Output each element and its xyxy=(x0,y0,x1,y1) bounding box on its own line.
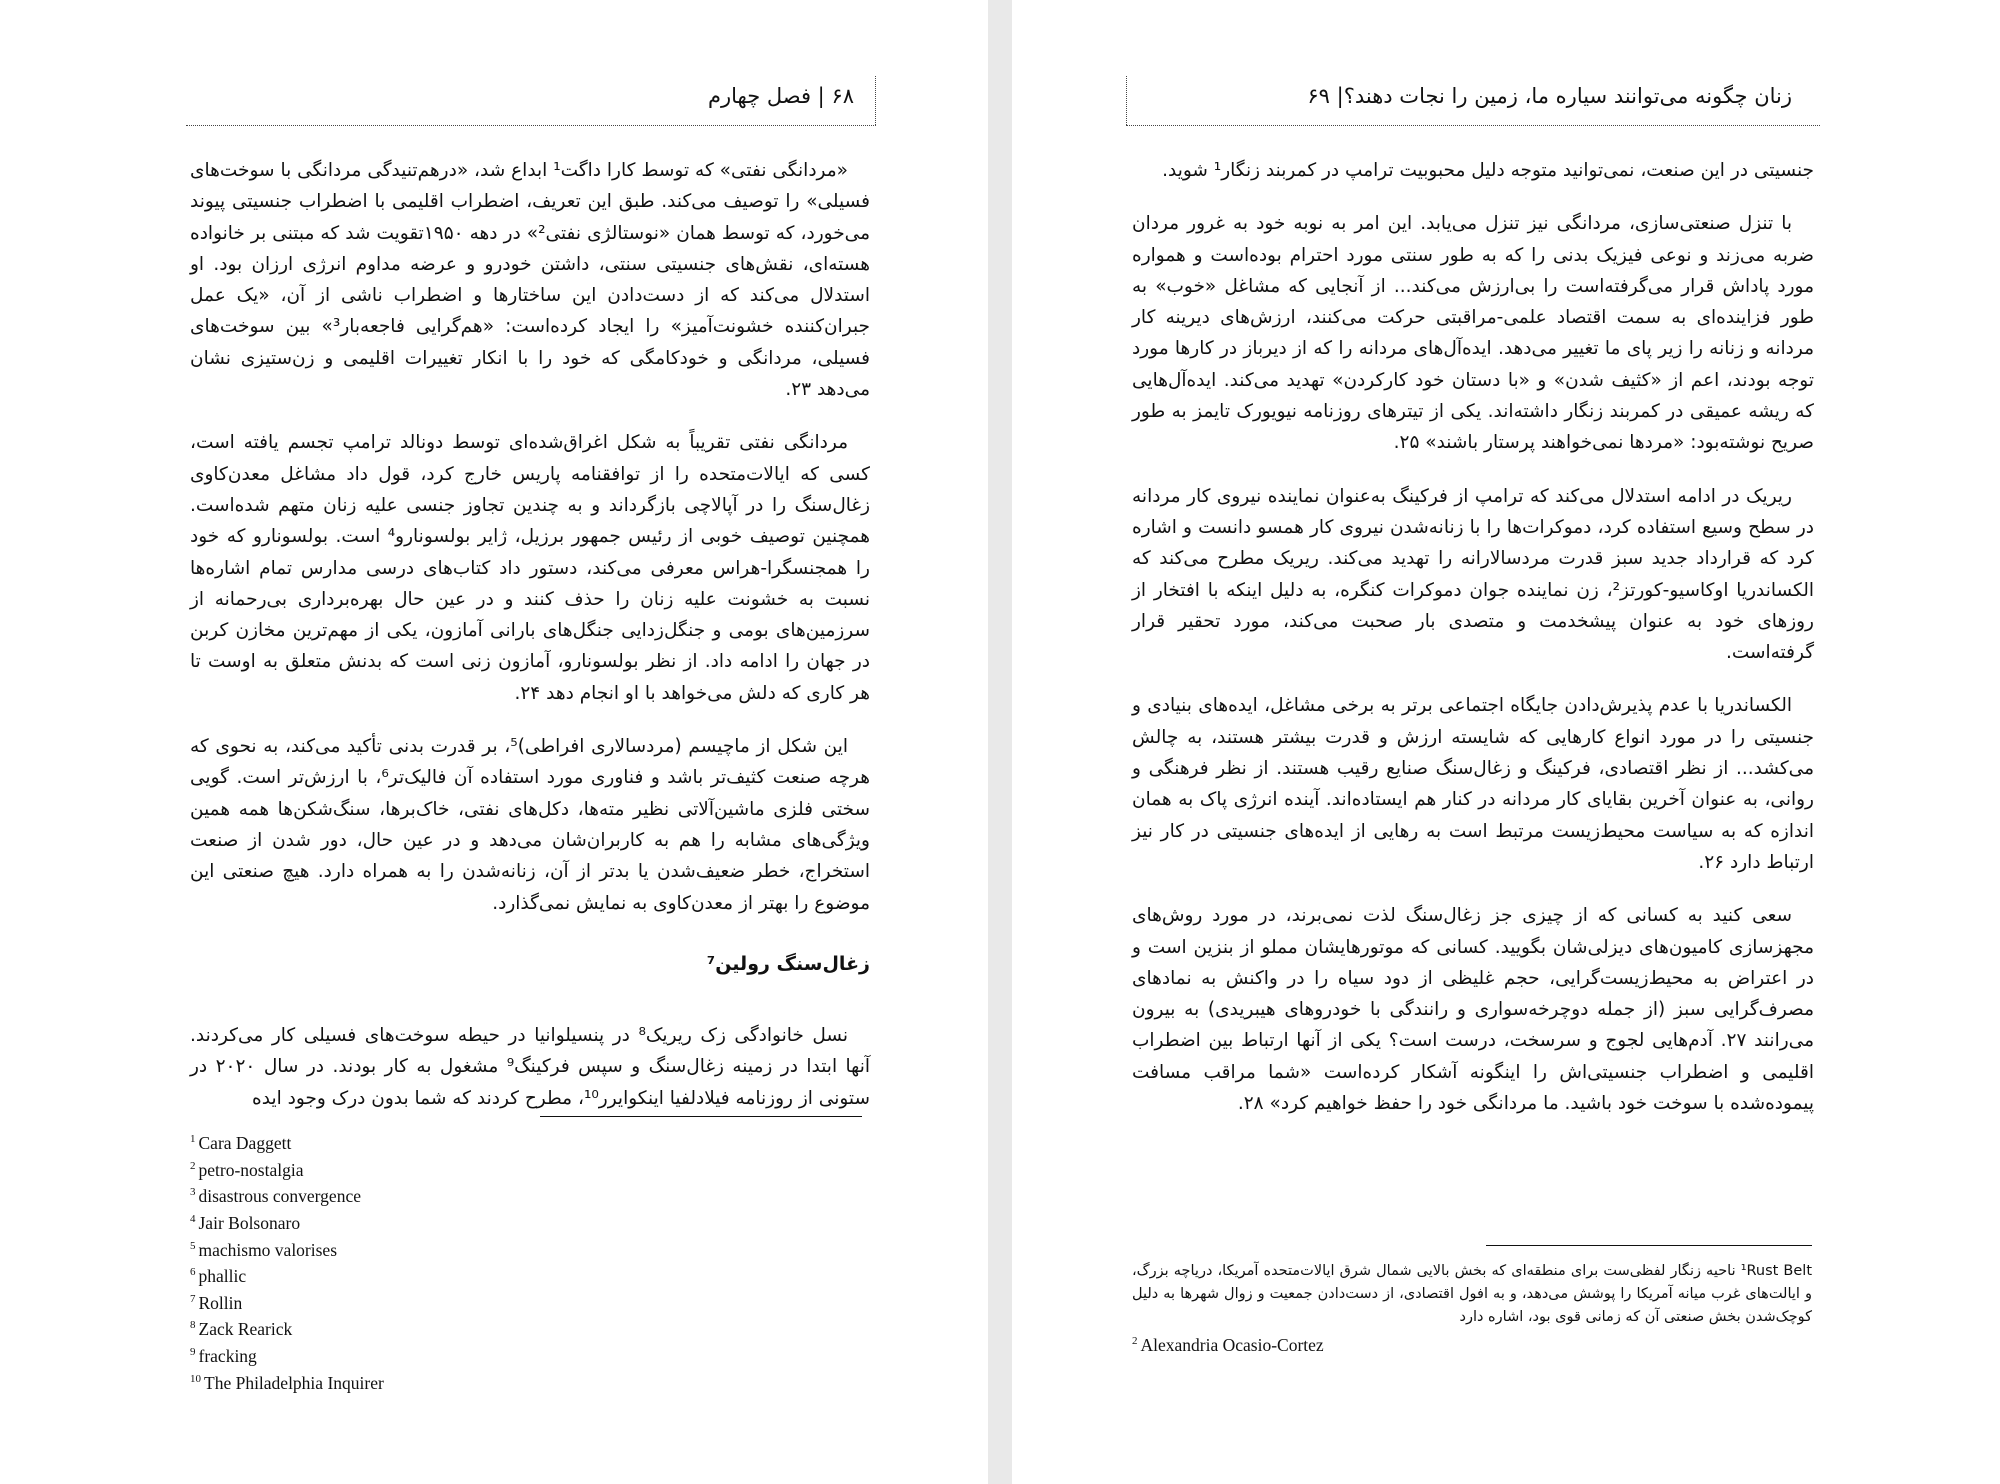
right-footnotes xyxy=(1132,1260,1812,1357)
header-divider xyxy=(875,76,876,125)
footnote-rule xyxy=(1486,1245,1812,1246)
paragraph: «مردانگی نفتی» که توسط کارا داگت¹ ابداع شد، «درهم‌تنیدگی مردانگی با سوخت‌های فسیلی» را توصیف می‌کند. طبق این تعریف، اضطراب اقلیمی با اضطراب جنسیتی پیوند می‌خورد، که توسط همان «نوستالژی نفتی²» در دهه ۱۹۵۰تقویت شد که مبتنی بر خانواده هسته‌ای، نقش‌های جنسیتی سنتی، داشتن خودرو و عرضه مداوم انرژی ارزان بود. او استدلال می‌کند که از دست‌دادن این ساختارها و اضطراب ناشی از آن، «یک عمل جبران‌کننده خشونت‌آمیز» را ایجاد کرده‌است: «هم‌گرایی فاجعه‌بار³» بین سوخت‌های فسیلی، مردانگی و خودکامگی که خود را با انکار تغییرات اقلیمی و زن‌ستیزی نشان می‌دهد ۲۳. xyxy=(190,160,870,401)
left-page-header-text: ۶۸ | فصل چهارم xyxy=(707,84,854,108)
paragraph: سعی کنید به کسانی که از چیزی جز زغال‌سنگ لذت نمی‌برند، در مورد روش‌های مجهزسازی کامیون‌های دیزلی‌شان بگویید. کسانی که موتورهایشان مملو از بنزین است و در اعتراض به محیط‌زیست‌گرایی، حجم غلیظی از دود سیاه را در واکنش به نمادهای مصرف‌گرایی سبز (از جمله دوچرخه‌سواری و رانندگی با خودروهای هیبریدی) به بیرون می‌رانند ۲۷. آدم‌هایی لجوج و سرسخت، درست است؟ یکی از آنها ارتباط بین اضطراب اقلیمی و اضطراب جنسیتی‌اش را اینگونه آشکار کرده‌است «شما مراقب مسافت پیموده‌شده با سوخت خود باشید. ما مردانگی خود را حفظ خواهیم کرد» ۲۸. xyxy=(1132,905,1814,1115)
section-heading: زغال‌سنگ رولین⁷ xyxy=(706,952,870,975)
left-page xyxy=(0,0,988,1484)
footnote: $^3$ disastrous convergence xyxy=(190,1186,361,1207)
footnote: $^9$ fracking xyxy=(190,1345,257,1366)
footnote: $^8$ Zack Rearick xyxy=(190,1319,293,1340)
right-page-header xyxy=(1126,70,1820,126)
header-divider xyxy=(1126,76,1127,125)
left-footnotes xyxy=(190,1128,384,1394)
paragraph: با تنزل صنعتی‌سازی، مردانگی نیز تنزل می‌یابد. این امر به نوبه خود به غرور مردان ضربه می‌زند و نوعی فیزیک بدنی را که به طور سنتی مورد احترام بوده‌است و همواره مورد پاداش قرار می‌گرفته‌است را بی‌ارزش می‌کند... از آنجایی که مشاغل «خوب» به طور فزاینده‌ای به سمت اقتصاد علمی-مراقبتی حرکت می‌کنند، ارزش‌های دیرینه کار مردانه و زنانه را زیر پای ما تغییر می‌دهد. ایده‌آل‌های مردانه را که از دیرباز در کارها مورد توجه بودند، اعم از «کثیف شدن» و «با دستان خود کارکردن» تهدید می‌کند. ایده‌آل‌هایی که ریشه عمیقی در کمربند زنگار داشته‌اند. یکی از تیترهای روزنامه نیویورک تایمز به طور صریح نوشته‌بود: «مردها نمی‌خواهند پرستار باشند» ۲۵. xyxy=(1132,213,1814,454)
paragraph: ریریک در ادامه استدلال می‌کند که ترامپ از فرکینگ به‌عنوان نماینده نیروی کار مردانه در سطح وسیع استفاده کرد، دموکرات‌ها را با زنانه‌شدن نیروی کار همسو دانست و اشاره کرد که قرارداد جدید سبز قدرت مردسالارانه را تهدید می‌کند. ریریک مطرح می‌کند که الکساندریا اوکاسیو-کورتز²، زن نماینده جوان دموکرات کنگره، به دلیل اینکه با افتخار از روزهای خود به عنوان پیشخدمت و متصدی بار صحبت می‌کند، مورد تحقیر قرار گرفته‌است. xyxy=(1132,485,1814,664)
footnote: $^{10}$ The Philadelphia Inquirer xyxy=(190,1372,384,1393)
right-page-body xyxy=(1132,155,1814,1119)
footnote: $^2$ Alexandria Ocasio-Cortez xyxy=(1132,1334,1324,1355)
footnote: $^4$ Jair Bolsonaro xyxy=(190,1212,301,1233)
footnote: ¹Rust Belt ناحیه زنگار لفظی‌ست برای منطقه‌ای که بخش بالایی شمال شرق ایالات‌متحده آمریکا، دریاچه بزرگ، و ایالت‌های غرب میانه آمریکا را پوشش می‌دهد، و به افول اقتصادی، از دست‌دادن جمعیت و زوال شهرها به دلیل کوچک‌شدن بخش صنعتی آن که زمانی قوی بود، اشاره دارد xyxy=(1132,1263,1813,1325)
left-page-header xyxy=(186,70,876,126)
paragraph: این شکل از ماچیسم (مردسالاری افراطی)⁵، بر قدرت بدنی تأکید می‌کند، به نحوی که هرچه صنعت کثیف‌تر باشد و فناوری مورد استفاده آن فالیک‌تر⁶، با ارزش‌تر است. گویی سختی فلزی ماشین‌آلاتی نظیر مته‌ها، دکل‌های نفتی، خاک‌برها، سنگ‌شکن‌ها همه همین ویژگی‌های مشابه را هم به کاربران‌شان می‌دهد و در عین حال، دور شدن از صنعت استخراج، خطر ضعیف‌شدن یا بدتر از آن، زنانه‌شدن را به همراه دارد. هیچ صنعتی این موضوع را بهتر از معدن‌کاوی به نمایش نمی‌گذارد. xyxy=(190,736,870,914)
footnote: $^1$ Cara Daggett xyxy=(190,1132,292,1153)
paragraph: نسل خانوادگی زک ریریک⁸ در پنسیلوانیا در حیطه سوخت‌های فسیلی کار می‌کردند. آنها ابتدا در زمینه زغال‌سنگ و سپس فرکینگ⁹ مشغول به کار بودند. در سال ۲۰۲۰ در ستونی از روزنامه فیلادلفیا اینکوایرر¹⁰، مطرح کردند که شما بدون درک وجود ایده xyxy=(190,1025,870,1109)
paragraph: الکساندریا با عدم پذیرش‌دادن جایگاه اجتماعی برتر به برخی مشاغل، ایده‌های بنیادی و جنسیتی را در مورد انواع کارهایی که شایسته ارزش و قدرت بیشتر هستند، به چالش می‌کشد... از نظر اقتصادی، فرکینگ و زغال‌سنگ صنایع رقیب هستند. از نظر فرهنگی و روانی، به عنوان آخرین بقایای کار مردانه در کنار هم ایستاده‌اند. آینده انرژی پاک به همان اندازه که به سیاست محیط‌زیست مرتبط است به رهایی از ایده‌های جنسیتی در کار نیز ارتباط دارد ۲۶. xyxy=(1132,695,1814,873)
right-page-header-text: زنان چگونه می‌توانند سیاره ما، زمین را نجات دهند؟| ۶۹ xyxy=(1307,84,1792,108)
footnote-rule xyxy=(540,1116,862,1117)
footnote: $^2$ petro-nostalgia xyxy=(190,1159,304,1180)
footnote: $^6$ phallic xyxy=(190,1265,247,1286)
paragraph: مردانگی نفتی تقریباً به شکل اغراق‌شده‌ای توسط دونالد ترامپ تجسم یافته است، کسی که ایالات‌متحده را از توافقنامه پاریس خارج کرد، قول داد مشاغل معدن‌کاوی زغال‌سنگ را در آپالاچی بازگرداند و به چندین تجاوز جنسی علیه زنان متهم شده‌است. همچنین توصیف خوبی از رئیس جمهور برزیل، ژایر بولسونارو⁴ است. بولسونارو که خود را همجنسگرا-هراس معرفی می‌کند، دستور داد کتاب‌های درسی مدارس تمام اشاره‌ها نسبت به خشونت علیه زنان را حذف کنند و در عین حال بهره‌برداری بی‌رحمانه از سرزمین‌های بومی و جنگل‌زدایی جنگل‌های بارانی آمازون، یکی از مهم‌ترین مخازن کربن در جهان را ادامه داد. از نظر بولسونارو، آمازون زنی است که بدنش متعلق به اوست تا هر کاری که دلش می‌خواهد با او انجام دهد ۲۴. xyxy=(190,432,870,704)
footnote: $^5$ machismo valorises xyxy=(190,1239,338,1260)
left-page-body xyxy=(190,155,870,1114)
right-page xyxy=(1012,0,2000,1484)
paragraph: جنسیتی در این صنعت، نمی‌توانید متوجه دلیل محبوبیت ترامپ در کمربند زنگار¹ شوید. xyxy=(1162,160,1814,181)
footnote: $^7$ Rollin xyxy=(190,1292,243,1313)
